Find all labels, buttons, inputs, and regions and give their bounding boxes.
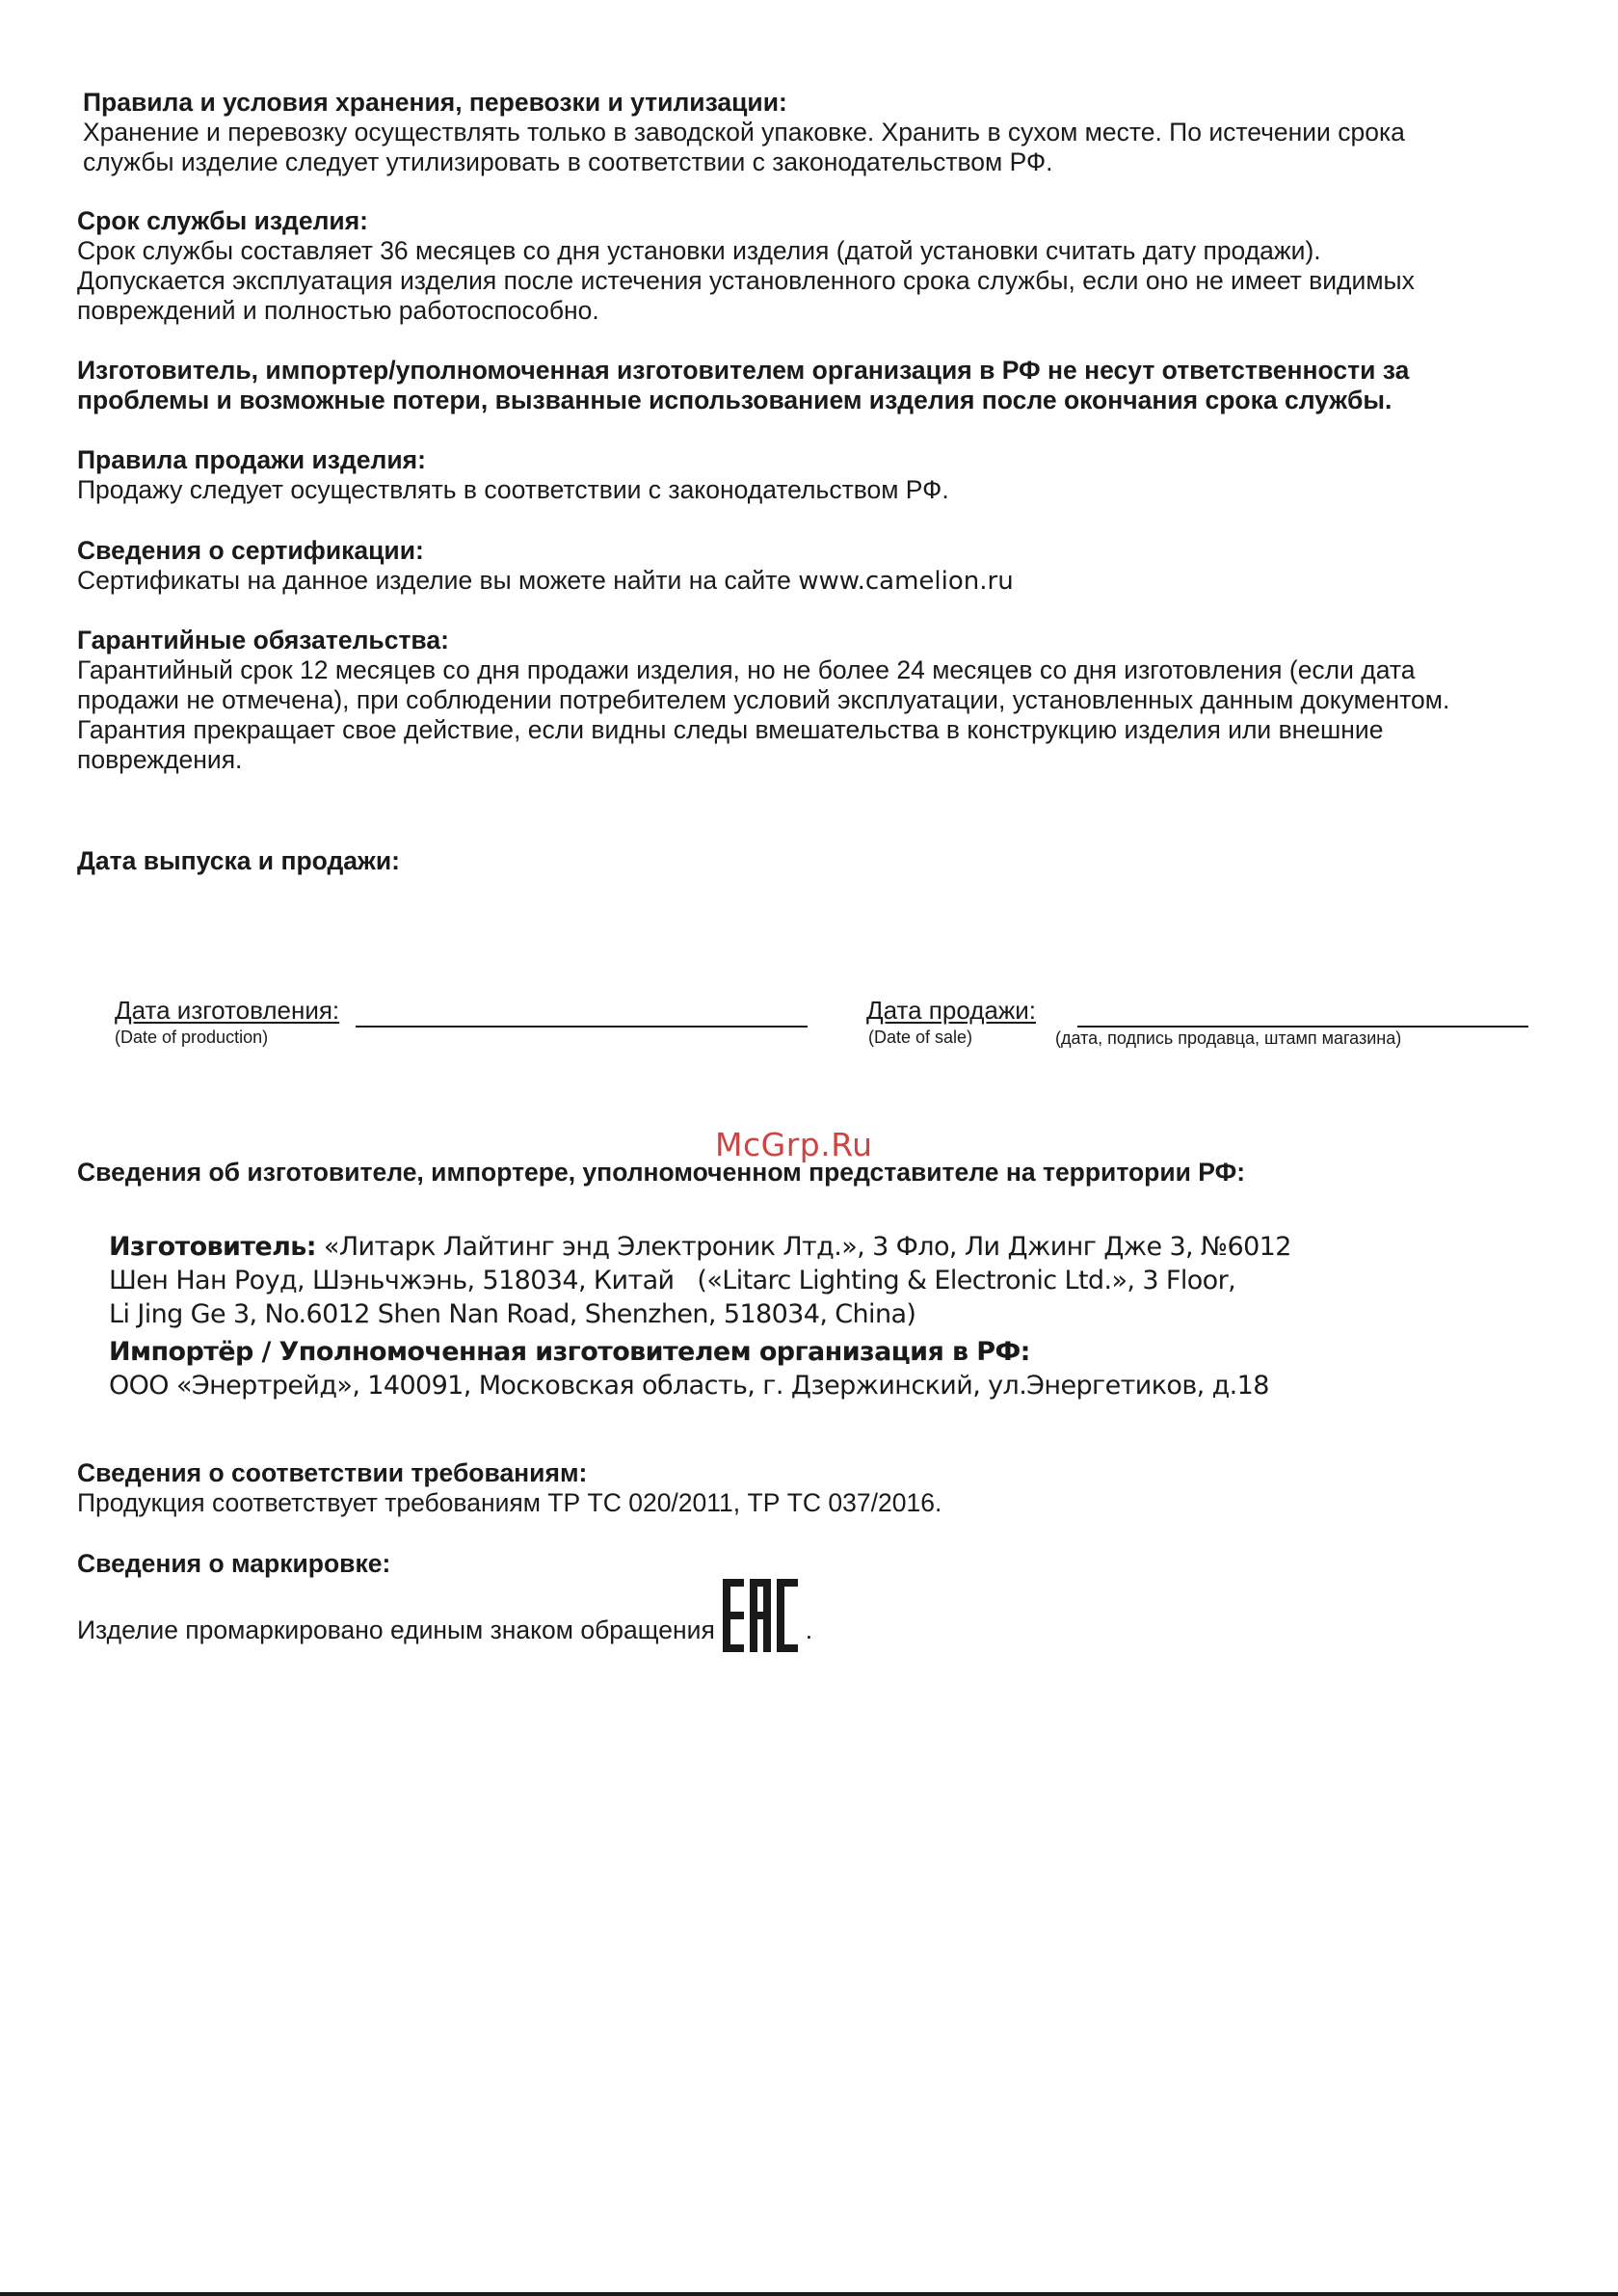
compliance-section (77, 1458, 942, 1518)
sale-date-field[interactable] (1077, 1026, 1528, 1028)
production-date-field[interactable] (356, 1026, 808, 1028)
sale-rules-section (77, 445, 949, 505)
warranty-line-3: Гарантия прекращает свое действие, если видны следы вмешательства в конструкцию изделия или внешние (77, 715, 1384, 744)
dates-heading-text: Дата выпуска и продажи: (77, 846, 400, 875)
manufacturer-line-3: Li Jing Ge 3, No.6012 Shen Nan Road, Shenzhen, 518034, China) (109, 1299, 916, 1329)
sale-date-label: Дата продажи: (866, 996, 1036, 1025)
manufacturer-label: Изготовитель: (109, 1232, 316, 1262)
liability-notice (77, 356, 1409, 415)
warranty-heading: Гарантийные обязательства: (77, 626, 449, 654)
importer-label-text: Импортёр / Уполномоченная изготовителем организация в РФ: (109, 1337, 1030, 1367)
service-life-line-3: повреждений и полностью работоспособно. (77, 296, 599, 325)
warranty-section (77, 626, 1449, 775)
eac-mark-icon (723, 1579, 800, 1659)
compliance-text: Продукция соответствует требованиям ТР ТС 020/2011, ТР ТС 037/2016. (77, 1488, 942, 1517)
sale-date-sublabel: (Date of sale) (868, 1028, 973, 1047)
importer-line: ООО «Энертрейд», 140091, Московская область, г. Дзержинский, ул.Энергетиков, д.18 (109, 1371, 1269, 1401)
service-life-heading: Срок службы изделия: (77, 206, 369, 235)
manufacturer-info-heading-text: Сведения об изготовителе, импортере, уполномоченном представителе на территории РФ: (77, 1158, 1246, 1187)
liability-line-2: проблемы и возможные потери, вызванные использованием изделия после окончания срока службы. (77, 386, 1393, 414)
compliance-heading: Сведения о соответствии требованиям: (77, 1458, 588, 1487)
storage-line-1: Хранение и перевозку осуществлять только в заводской упаковке. Хранить в сухом месте. По истечении срока (83, 118, 1405, 147)
marking-heading: Сведения о маркировке: (77, 1549, 391, 1578)
manufacturer-line-1-text: «Литарк Лайтинг энд Электроник Лтд.», 3 Фло, Ли Джинг Дже 3, №6012 (315, 1232, 1291, 1262)
marking-after: . (805, 1615, 813, 1644)
manufacturer-line-1 (109, 1230, 1291, 1264)
sale-rules-heading: Правила продажи изделия: (77, 445, 426, 474)
service-life-line-2: Допускается эксплуатация изделия после истечения установленного срока службы, если оно не имеет видимых (77, 266, 1415, 295)
sale-rules-line-1: Продажу следует осуществлять в соответствии с законодательством РФ. (77, 475, 949, 504)
service-life-section (77, 206, 1415, 326)
storage-section (83, 88, 1405, 177)
certification-text: Сертификаты на данное изделие вы можете найти на сайте (77, 566, 799, 595)
storage-line-2: службы изделие следует утилизировать в соответствии с законодательством РФ. (83, 147, 1053, 176)
service-life-line-1: Срок службы составляет 36 месяцев со дня установки изделия (датой установки считать дату продажи). (77, 236, 1321, 265)
warranty-line-1: Гарантийный срок 12 месяцев со дня продажи изделия, но не более 24 месяцев со дня изготовления (если дата (77, 655, 1416, 684)
sale-note: (дата, подпись продавца, штамп магазина) (1055, 1028, 1402, 1048)
storage-heading: Правила и условия хранения, перевозки и утилизации: (83, 88, 787, 117)
liability-line-1: Изготовитель, импортер/уполномоченная изготовителем организация в РФ не несут ответственности за (77, 356, 1410, 385)
bottom-edge-rule (0, 2292, 1618, 2296)
certification-section (77, 536, 1014, 597)
marking-line (77, 1579, 812, 1659)
production-date-label: Дата изготовления: (115, 996, 340, 1025)
watermark: McGrp.Ru (715, 1126, 873, 1163)
certification-line (77, 566, 1014, 597)
warranty-line-2: продажи не отмечена), при соблюдении потребителем условий эксплуатации, установленных данным документом. (77, 685, 1450, 714)
manufacturer-info-heading (77, 1158, 1245, 1188)
certification-heading: Сведения о сертификации: (77, 536, 424, 565)
marking-section (77, 1549, 812, 1659)
warranty-line-4: повреждения. (77, 745, 243, 774)
eac-mark-svg (723, 1579, 800, 1652)
dates-heading (77, 846, 400, 876)
production-date-sublabel: (Date of production) (115, 1028, 269, 1047)
manufacturer-block (109, 1230, 1291, 1402)
importer-label (109, 1335, 1291, 1369)
marking-text: Изделие промаркировано единым знаком обращения (77, 1615, 715, 1644)
certification-url: www.camelion.ru (798, 567, 1014, 596)
manufacturer-line-2: Шен Нан Роуд, Шэньчжэнь, 518034, Китай («Litarc Lighting & Electronic Ltd.», 3 Floor, (109, 1266, 1236, 1295)
